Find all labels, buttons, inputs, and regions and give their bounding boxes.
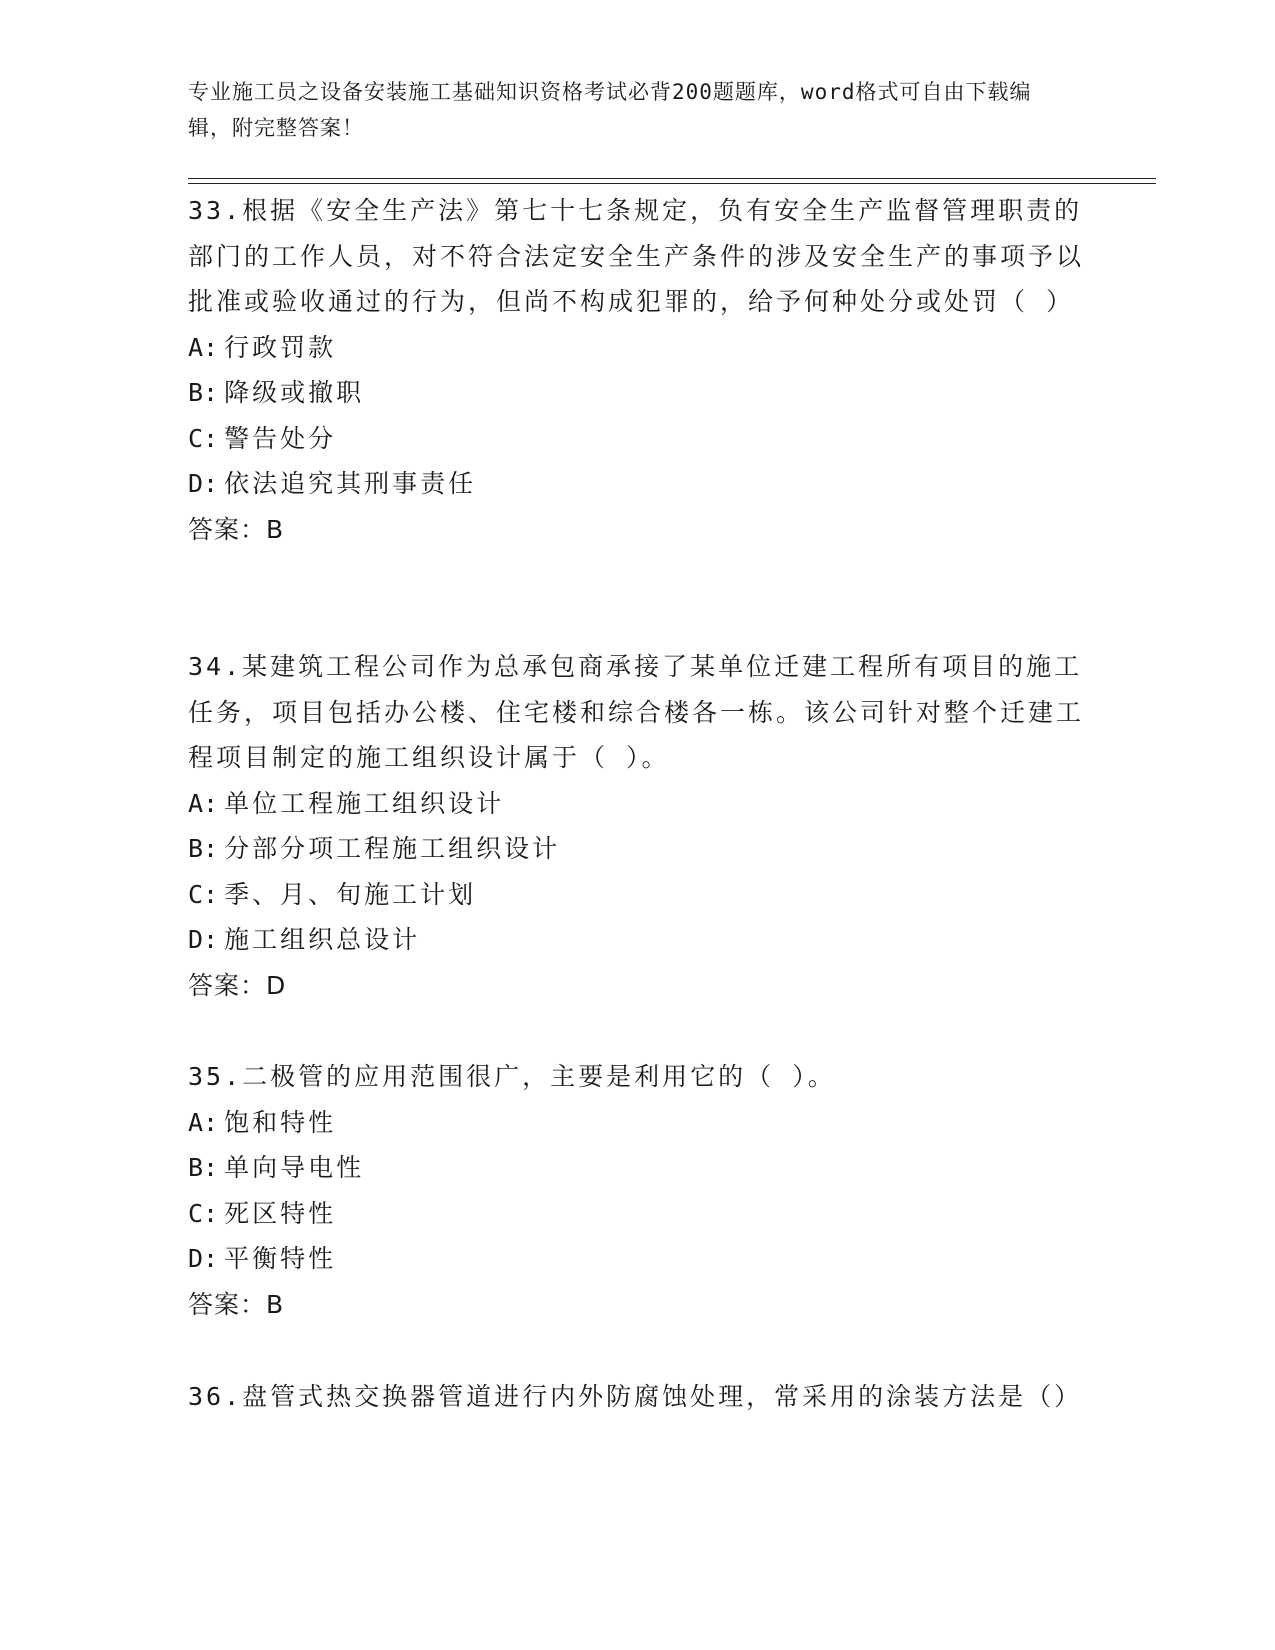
option-text: 依法追究其刑事责任: [224, 469, 477, 498]
question-35: [188, 1054, 1088, 1327]
option-text: 平衡特性: [224, 1244, 337, 1273]
option-letter: B:: [188, 834, 219, 863]
option-text: 死区特性: [224, 1198, 337, 1228]
option-text: 单向导电性: [224, 1153, 365, 1182]
option-letter: C:: [188, 1198, 219, 1228]
header-rule-bottom: [188, 183, 1156, 184]
option-a: [188, 1100, 1088, 1146]
option-c: [188, 1191, 1088, 1237]
option-letter: A:: [188, 1107, 219, 1137]
document-header: 专业施工员之设备安装施工基础知识资格考试必背200题题库，word格式可自由下载编辑，附完整答案！: [188, 80, 1032, 140]
option-letter: B:: [188, 1153, 219, 1182]
option-text: 施工组织总设计: [224, 925, 421, 954]
option-text: 行政罚款: [224, 332, 337, 362]
option-letter: C:: [188, 879, 219, 909]
option-b: [188, 1145, 1088, 1191]
answer-line: 答案：D: [188, 970, 287, 1000]
option-a: [188, 325, 1088, 371]
option-letter: D:: [188, 1244, 219, 1273]
option-d: [188, 1236, 1088, 1282]
answer-line: 答案：B: [188, 1289, 285, 1319]
option-text: 降级或撤职: [224, 378, 365, 407]
option-letter: A:: [188, 788, 219, 818]
answer-line: 答案：B: [188, 514, 285, 544]
option-letter: B:: [188, 378, 219, 407]
option-a: [188, 781, 1088, 827]
option-b: [188, 370, 1088, 416]
option-c: [188, 416, 1088, 462]
option-text: 警告处分: [224, 423, 337, 453]
option-text: 季、月、旬施工计划: [224, 879, 477, 909]
option-letter: D:: [188, 925, 219, 954]
question-33: [188, 188, 1088, 552]
option-text: 饱和特性: [224, 1107, 337, 1137]
option-c: [188, 872, 1088, 918]
option-letter: A:: [188, 332, 219, 362]
question-stem: 33.根据《安全生产法》第七十七条规定，负有安全生产监督管理职责的部门的工作人员，对不符合法定安全生产条件的涉及安全生产的事项予以批准或验收通过的行为，但尚不构成犯罪的，给予何种处分或处罚（ ）: [188, 196, 1085, 316]
question-34: [188, 644, 1088, 1008]
question-stem: 36.盘管式热交换器管道进行内外防腐蚀处理，常采用的涂装方法是（）: [188, 1382, 1083, 1411]
option-d: [188, 461, 1088, 507]
question-36: [188, 1374, 1088, 1420]
option-letter: D:: [188, 469, 219, 498]
option-letter: C:: [188, 423, 219, 453]
option-text: 分部分项工程施工组织设计: [224, 834, 561, 863]
option-d: [188, 917, 1088, 963]
question-stem: 35.二极管的应用范围很广，主要是利用它的（ ）。: [188, 1062, 836, 1091]
option-b: [188, 826, 1088, 872]
header-rule-top: [188, 178, 1156, 179]
question-stem: 34.某建筑工程公司作为总承包商承接了某单位迁建工程所有项目的施工任务，项目包括办公楼、住宅楼和综合楼各一栋。该公司针对整个迁建工程项目制定的施工组织设计属于（ ）。: [188, 652, 1085, 772]
option-text: 单位工程施工组织设计: [224, 788, 505, 818]
